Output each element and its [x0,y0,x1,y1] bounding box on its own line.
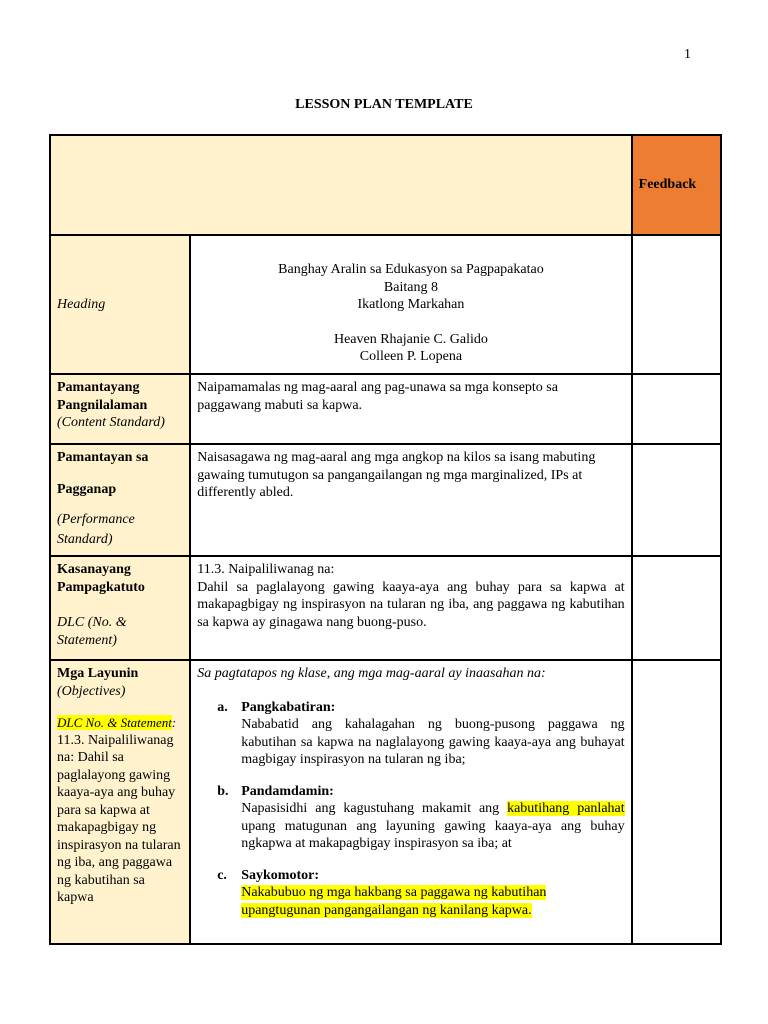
heading-line: Ikatlong Markahan [357,297,465,312]
label-main: Kasanayang Pampagkatuto [57,562,145,595]
author-name: Colleen P. Lopena [359,349,463,364]
heading-line: Baitang 8 [383,279,438,295]
content-standard-label [50,374,190,444]
objective-item [197,783,624,853]
performance-standard-text [190,444,631,556]
header-row [50,135,721,235]
heading-row [50,235,721,374]
item-letter: c. [217,867,227,883]
feedback-cell [632,374,721,444]
competency-text [190,556,631,660]
feedback-cell [632,556,721,660]
objectives-label [50,660,190,944]
dlc-colon: : [171,715,177,730]
label-sub: (Content Standard) [57,415,165,430]
page-number: 1 [684,47,691,62]
objective-item [197,699,624,769]
text-line: differently abled. [197,485,294,500]
dlc-statement: 11.3. Naipaliliwanag na: Dahil sa paglalayong gawing kaaya-aya ang buhay para sa kapwa at makapagbigay ng inspirasyon na tularan ng iba, ang paggawa ng kabutihan sa kapwa [57,732,181,905]
performance-standard-label [50,444,190,556]
header-blank-cell [50,135,632,235]
label-sub: (Objectives) [57,683,126,699]
highlighted-text: Nakabubuo ng mga hakbang sa paggawa ng kabutihan [241,885,547,900]
text-line: Naisasagawa ng mag-aaral ang mga angkop na kilos sa isang mabuting [197,450,596,465]
item-letter: b. [217,783,229,799]
competency-number: 11.3. Naipaliliwanag na: [197,562,335,577]
competency-row [50,556,721,660]
heading-content [190,235,631,374]
feedback-cell [632,444,721,556]
heading-line: Banghay Aralin sa Edukasyon sa Pagpapakatao [278,262,544,277]
item-title: Pangkabatiran: [241,699,336,715]
lesson-plan-table [49,134,722,945]
item-title: Saykomotor: [241,867,319,883]
label-sub: (Performance Standard) [57,512,135,547]
item-text: Napasisidhi ang kagustuhang makamit ang [241,801,500,816]
feedback-header: Feedback [632,135,721,235]
text-line: gawaing tumutugon sa pangangailangan ng mga marginalized, IPs at [197,467,583,483]
feedback-cell [632,235,721,374]
item-text: Nababatid ang kahalagahan ng buong-pusong paggawa ng kabutihan sa kapwa na naglalayong gawing kaaya-aya ang buhayat magbigay inspirasyon na tularan ng iba; [241,717,625,767]
label-main: Mga Layunin [57,666,139,681]
competency-statement: Dahil sa paglalayong gawing kaaya-aya ang buhay para sa kapwa at makapagbigay ng inspirasyon na tularan ng iba, ang paggawa ng kabutihan sa kapwa ay ginagawa nang buong-puso. [197,579,625,630]
objectives-intro: Sa pagtatapos ng klase, ang mga mag-aaral ay inaasahan na: [197,666,546,681]
item-text: upang matugunan ang layuning gawing kaaya-aya ang buhay ngkapwa at makapagbigay inspirasyon sa iba; at [241,818,625,851]
dlc-highlight: DLC No. & Statement [57,715,172,730]
label-main: Pagganap [57,481,117,497]
content-standard-row [50,374,721,444]
content-standard-text: Naipamamalas ng mag-aaral ang pag-unawa sa mga konsepto sa paggawang mabuti sa kapwa. [190,374,631,444]
highlighted-text: kabutihang panlahat [507,801,625,816]
item-letter: a. [217,699,228,715]
feedback-cell [632,660,721,944]
objectives-row [50,660,721,944]
author-name: Heaven Rhajanie C. Galido [333,331,488,347]
item-title: Pandamdamin: [241,783,334,799]
label-main: Pamantayang Pangnilalaman [57,380,148,413]
competency-label [50,556,190,660]
objective-item [197,867,624,920]
label-sub: DLC (No. & Statement) [57,615,127,648]
label-main: Pamantayan sa [57,450,149,465]
document-title: LESSON PLAN TEMPLATE [295,97,473,112]
performance-standard-row [50,444,721,556]
highlighted-text: upangtugunan pangangailangan ng kanilang kapwa. [241,902,532,918]
heading-label: Heading [50,235,190,374]
objectives-content [190,660,631,944]
